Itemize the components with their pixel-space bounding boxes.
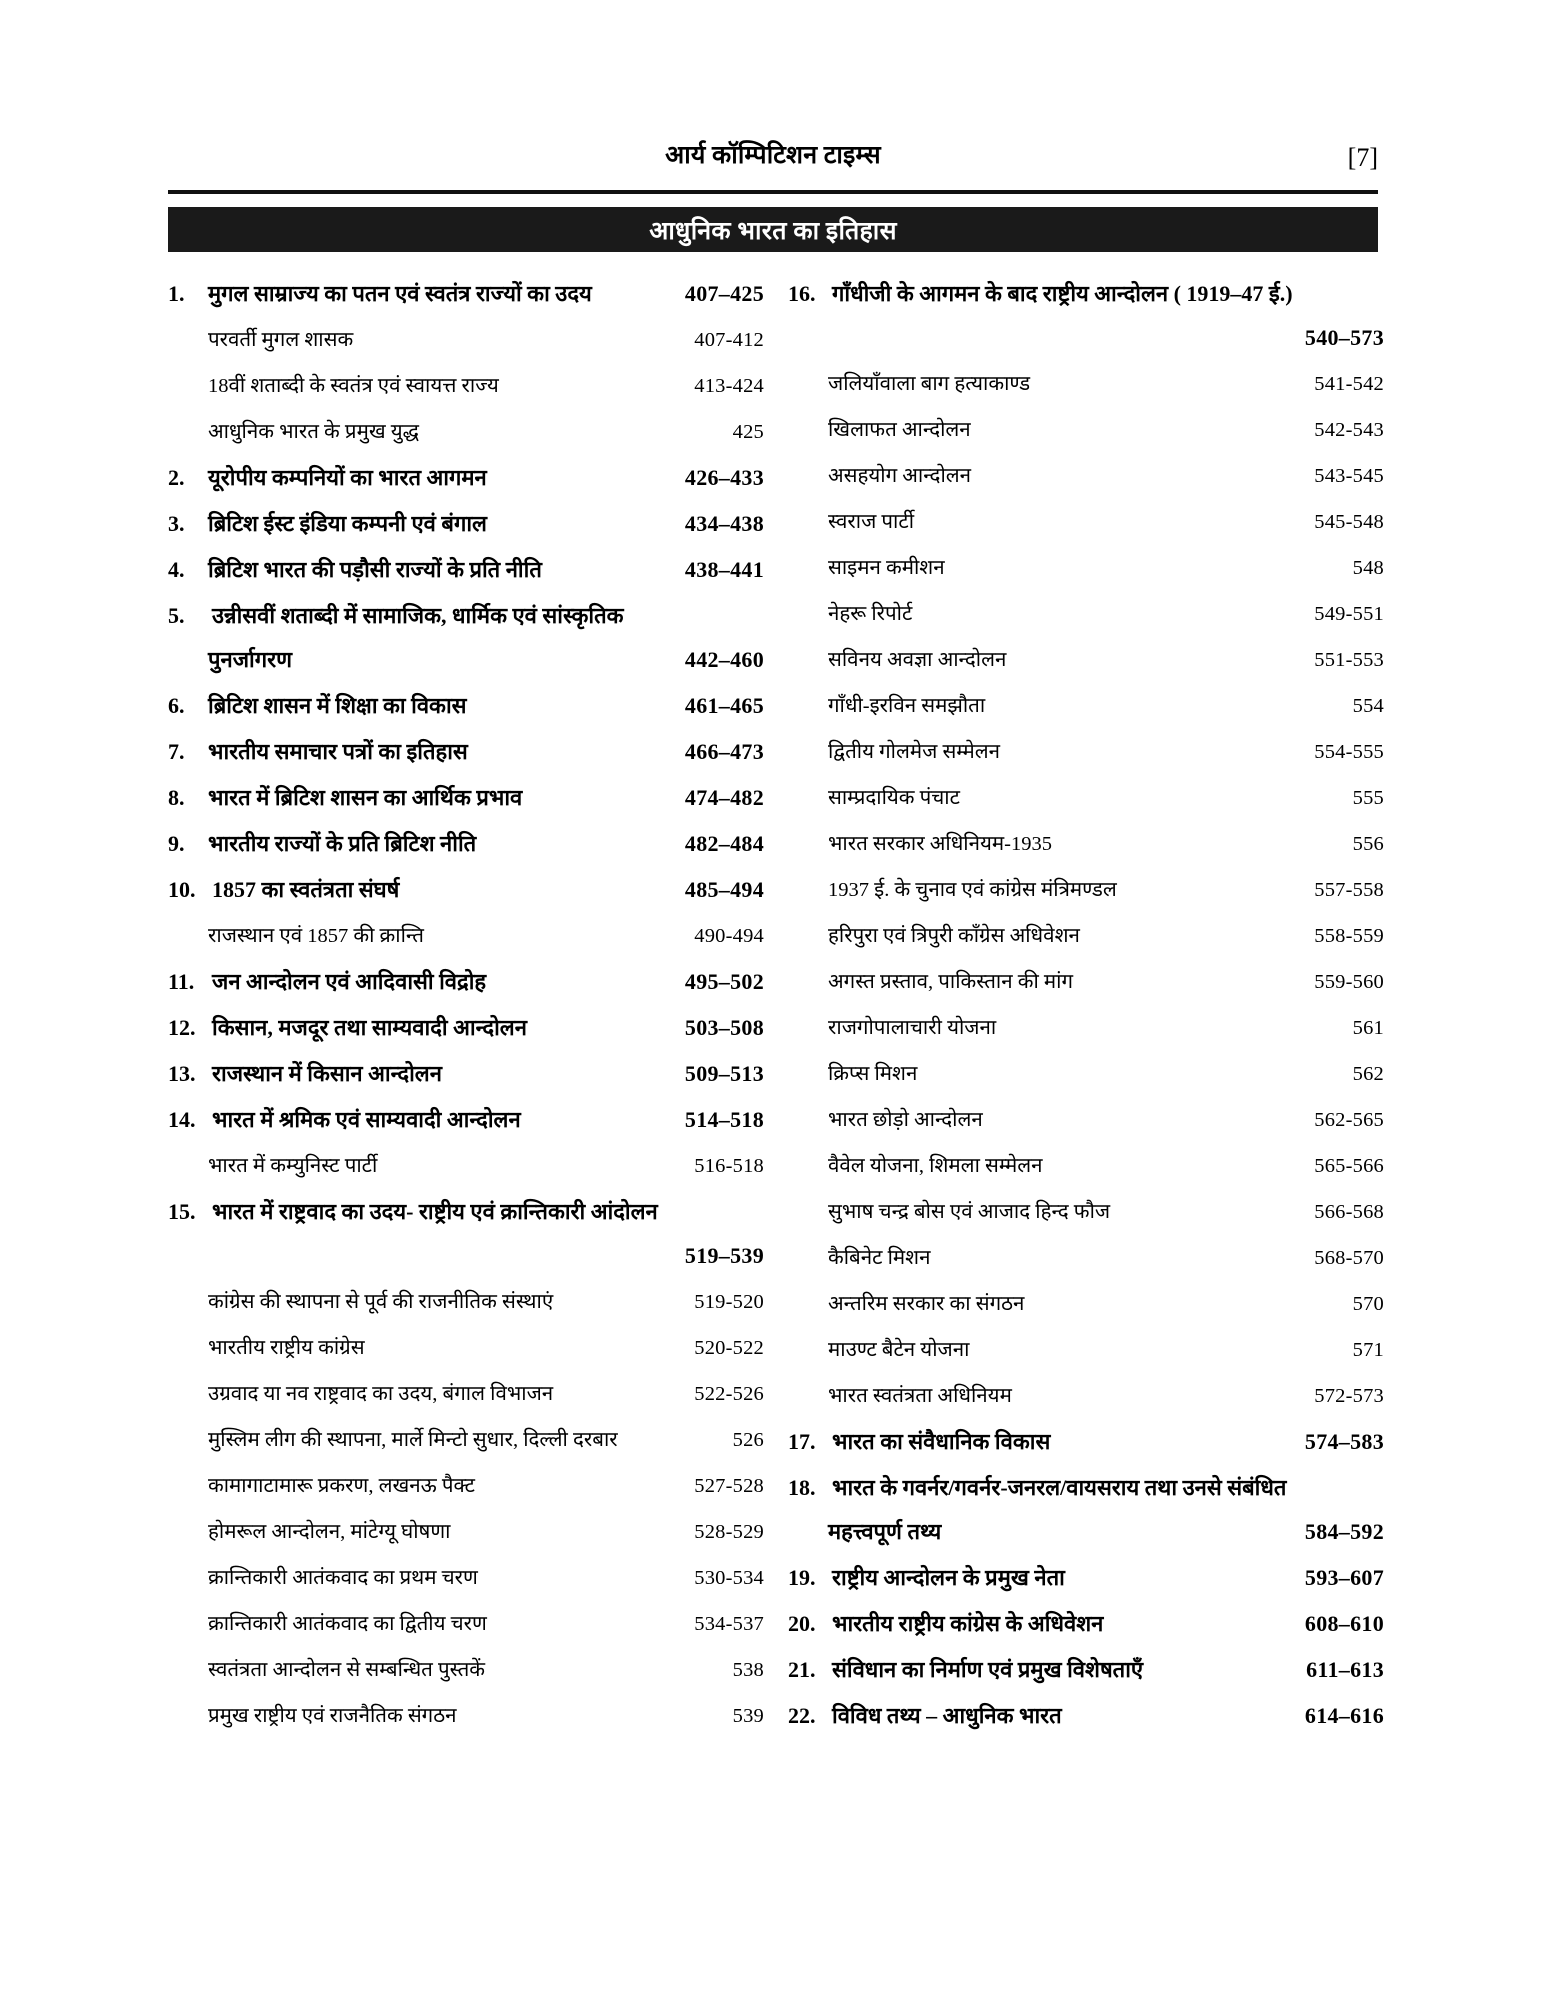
toc-subentry[interactable] [788,362,1384,406]
toc-subentry-pages: 548 [1352,557,1384,579]
toc-subentry-label: जलियाँवाला बाग हत्याकाण्ड [828,373,1031,395]
toc-subentry-pages: 572-573 [1314,1385,1384,1407]
toc-entry-label-cont: पुनर्जागरण [208,647,293,672]
toc-entry[interactable] [788,1466,1384,1554]
toc-entry[interactable] [168,594,764,682]
toc-entry[interactable] [788,272,1384,360]
toc-subentry-label: परवर्ती मुगल शासक [208,329,354,351]
toc-subentry-pages: 562-565 [1314,1109,1384,1131]
toc-subentry-label: प्रमुख राष्ट्रीय एवं राजनैतिक संगठन [208,1705,457,1727]
toc-subentry-label: हरिपुरा एवं त्रिपुरी कॉंग्रेस अधिवेशन [828,925,1080,947]
toc-subentry-pages: 557-558 [1314,879,1384,901]
toc-subentry[interactable] [788,408,1384,452]
toc-entry-number: 14. [168,1107,196,1132]
toc-subentry-pages: 539 [732,1705,764,1727]
toc-entry[interactable] [168,960,764,1004]
toc-entry-pages: 434–438 [684,511,764,536]
toc-entry[interactable] [168,868,764,912]
page-header [168,140,1378,188]
toc-entry-pages: 574–583 [1304,1429,1384,1454]
toc-entry-pages: 407–425 [684,281,764,306]
toc-subentry-label: द्वितीय गोलमेज सम्मेलन [828,741,1000,763]
toc-subentry-pages: 538 [732,1659,764,1681]
toc-subentry-pages: 571 [1352,1339,1384,1361]
toc-entry[interactable] [168,776,764,820]
toc-entry-label: उन्नीसवीं शताब्दी में सामाजिक, धार्मिक एवं सांस्कृतिक [212,603,624,628]
toc-entry-label: भारत में श्रमिक एवं साम्यवादी आन्दोलन [212,1107,521,1132]
toc-subentry[interactable] [168,1280,764,1324]
toc-subentry-pages: 554-555 [1314,741,1384,763]
toc-subentry-label: सविनय अवज्ञा आन्दोलन [828,649,1007,671]
toc-subentry-label: आधुनिक भारत के प्रमुख युद्ध [208,421,419,443]
toc-entry-number: 13. [168,1061,196,1086]
toc-subentry-label: क्रान्तिकारी आतंकवाद का द्वितीय चरण [208,1613,487,1635]
toc-subentry-pages: 542-543 [1314,419,1384,441]
toc-entry-number: 8. [168,785,185,810]
toc-entry-number: 5. [168,603,185,628]
table-of-contents [168,272,1383,1740]
header-divider [168,190,1378,194]
toc-entry-pages: 482–484 [684,831,764,856]
toc-subentry-label: सुभाष चन्द्र बोस एवं आजाद हिन्द फौज [828,1201,1111,1223]
toc-subentry-label: भारत स्वतंत्रता अधिनियम [828,1385,1012,1407]
toc-entry-pages: 509–513 [684,1061,764,1086]
toc-subentry-label: राजस्थान एवं 1857 की क्रान्ति [208,925,424,947]
toc-subentry-label: उग्रवाद या नव राष्ट्रवाद का उदय, बंगाल विभाजन [208,1383,554,1405]
toc-entry-label: भारतीय समाचार पत्रों का इतिहास [208,739,468,764]
toc-subentry[interactable] [168,1510,764,1554]
toc-subentry[interactable] [788,1098,1384,1142]
toc-subentry-pages: 566-568 [1314,1201,1384,1223]
toc-entry-pages: 593–607 [1304,1565,1384,1590]
toc-entry-label: भारत के गवर्नर/गवर्नर-जनरल/वायसराय तथा उनसे संबंधित [832,1475,1287,1500]
toc-subentry-pages: 562 [1352,1063,1384,1085]
toc-subentry-label: अन्तरिम सरकार का संगठन [828,1293,1025,1315]
toc-subentry-pages: 534-537 [694,1613,764,1635]
toc-subentry-pages: 516-518 [694,1155,764,1177]
toc-entry-label: जन आन्दोलन एवं आदिवासी विद्रोह [212,969,487,994]
toc-subentry-label: साम्प्रदायिक पंचाट [828,787,960,809]
toc-subentry-label: अगस्त प्रस्ताव, पाकिस्तान की मांग [828,971,1074,993]
toc-entry[interactable] [168,548,764,592]
toc-subentry-label: साइमन कमीशन [828,557,945,579]
toc-entry-label: भारतीय राज्यों के प्रति ब्रिटिश नीति [208,831,477,856]
toc-entry-label: भारत में राष्ट्रवाद का उदय- राष्ट्रीय एवं क्रान्तिकारी आंदोलन [212,1199,658,1224]
toc-subentry[interactable] [788,914,1384,958]
toc-subentry-label: भारत छोड़ो आन्दोलन [828,1109,983,1131]
toc-subentry-pages: 565-566 [1314,1155,1384,1177]
toc-entry-label: राष्ट्रीय आन्दोलन के प्रमुख नेता [832,1565,1065,1590]
toc-subentry[interactable] [168,1694,764,1738]
toc-entry-label: संविधान का निर्माण एवं प्रमुख विशेषताएँ [832,1657,1144,1682]
toc-subentry[interactable] [788,592,1384,636]
toc-entry[interactable] [168,822,764,866]
toc-entry-pages: 503–508 [684,1015,764,1040]
toc-subentry[interactable] [168,1418,764,1462]
toc-entry[interactable] [168,1190,764,1278]
toc-subentry[interactable] [788,1236,1384,1280]
toc-subentry-pages: 520-522 [694,1337,764,1359]
toc-subentry-label: नेहरू रिपोर्ट [828,603,913,625]
toc-entry-number: 20. [788,1611,816,1636]
toc-subentry-label: होमरूल आन्दोलन, मांटेग्यू घोषणा [208,1521,451,1543]
toc-entry-pages: 584–592 [1304,1519,1384,1544]
toc-entry-number: 21. [788,1657,816,1682]
toc-subentry[interactable] [168,1602,764,1646]
toc-entry[interactable] [168,272,764,316]
toc-entry-number: 22. [788,1703,816,1728]
toc-subentry-label: क्रान्तिकारी आतंकवाद का प्रथम चरण [208,1567,478,1589]
toc-entry-pages: 608–610 [1304,1611,1384,1636]
toc-subentry-pages: 528-529 [694,1521,764,1543]
toc-subentry-label: भारत सरकार अधिनियम-1935 [828,833,1052,855]
page-number: [7] [1347,143,1378,172]
toc-subentry-pages: 551-553 [1314,649,1384,671]
toc-subentry-label: कांग्रेस की स्थापना से पूर्व की राजनीतिक संस्थाएं [208,1291,554,1313]
toc-subentry[interactable] [788,960,1384,1004]
toc-entry-number: 16. [788,281,816,306]
toc-subentry-pages: 490-494 [694,925,764,947]
toc-entry[interactable] [168,1052,764,1096]
toc-subentry-pages: 554 [1352,695,1384,717]
toc-subentry[interactable] [168,1372,764,1416]
toc-subentry-pages: 522-526 [694,1383,764,1405]
toc-subentry-pages: 555 [1352,787,1384,809]
toc-entry-number: 7. [168,739,185,764]
toc-entry-number: 1. [168,281,185,306]
toc-subentry-label: कामागाटामारू प्रकरण, लखनऊ पैक्ट [208,1475,476,1497]
toc-subentry-pages: 530-534 [694,1567,764,1589]
toc-subentry-label: क्रिप्स मिशन [828,1063,918,1085]
toc-subentry-pages: 413-424 [694,375,764,397]
toc-entry-number: 17. [788,1429,816,1454]
toc-entry-pages: 495–502 [684,969,764,994]
toc-subentry-pages: 541-542 [1314,373,1384,395]
toc-entry-pages: 519–539 [684,1243,764,1268]
toc-entry[interactable] [168,684,764,728]
toc-subentry-pages: 425 [732,421,764,443]
toc-subentry[interactable] [168,1144,764,1188]
toc-entry-label: ब्रिटिश भारत की पड़ौसी राज्यों के प्रति नीति [208,557,542,582]
toc-subentry[interactable] [788,1190,1384,1234]
toc-subentry-pages: 558-559 [1314,925,1384,947]
toc-subentry-label: स्वराज पार्टी [828,511,914,533]
toc-entry-pages: 438–441 [684,557,764,582]
toc-entry-number: 3. [168,511,185,536]
toc-entry-label: मुगल साम्राज्य का पतन एवं स्वतंत्र राज्यों का उदय [208,281,592,306]
toc-subentry-pages: 519-520 [694,1291,764,1313]
toc-subentry-label: खिलाफत आन्दोलन [828,419,971,441]
section-banner [168,207,1378,252]
toc-subentry-label: वैवेल योजना, शिमला सम्मेलन [828,1155,1043,1177]
toc-subentry[interactable] [788,1144,1384,1188]
toc-entry-number: 10. [168,877,196,902]
toc-subentry[interactable] [788,868,1384,912]
toc-entry-pages: 540–573 [1304,325,1384,350]
toc-entry-pages: 514–518 [684,1107,764,1132]
toc-entry-pages: 611–613 [1306,1657,1384,1682]
toc-entry-label: 1857 का स्वतंत्रता संघर्ष [212,877,400,902]
section-banner-title: आधुनिक भारत का इतिहास [649,217,897,245]
toc-entry-label: राजस्थान में किसान आन्दोलन [212,1061,442,1086]
toc-subentry[interactable] [788,500,1384,544]
toc-subentry-label: 18वीं शताब्दी के स्वतंत्र एवं स्वायत्त राज्य [208,375,499,397]
toc-subentry-pages: 570 [1352,1293,1384,1315]
toc-subentry[interactable] [788,1052,1384,1096]
toc-entry-label: ब्रिटिश शासन में शिक्षा का विकास [208,693,467,718]
toc-subentry-pages: 559-560 [1314,971,1384,993]
toc-subentry[interactable] [788,1374,1384,1418]
toc-entry[interactable] [788,1420,1384,1464]
toc-column-right [788,272,1384,1740]
toc-subentry-label: भारत में कम्युनिस्ट पार्टी [208,1155,378,1177]
toc-subentry[interactable] [788,1282,1384,1326]
toc-subentry[interactable] [168,1648,764,1692]
toc-entry-label: किसान, मजदूर तथा साम्यवादी आन्दोलन [212,1015,527,1040]
toc-subentry-label: कैबिनेट मिशन [828,1247,931,1269]
toc-subentry-pages: 549-551 [1314,603,1384,625]
toc-subentry-label: मुस्लिम लीग की स्थापना, मार्ले मिन्टो सुधार, दिल्ली दरबार [208,1429,618,1451]
toc-subentry[interactable] [168,364,764,408]
toc-entry[interactable] [788,1602,1384,1646]
toc-entry-number: 4. [168,557,185,582]
toc-subentry[interactable] [788,546,1384,590]
toc-subentry[interactable] [168,410,764,454]
toc-entry-pages: 466–473 [684,739,764,764]
toc-subentry-label: गाँधी-इरविन समझौता [828,695,986,717]
toc-subentry-label: भारतीय राष्ट्रीय कांग्रेस [208,1337,365,1359]
toc-entry[interactable] [168,1006,764,1050]
toc-entry-label: गाँधीजी के आगमन के बाद राष्ट्रीय आन्दोलन ( 1919–47 ई.) [832,281,1293,306]
toc-subentry-pages: 527-528 [694,1475,764,1497]
toc-entry[interactable] [788,1648,1384,1692]
toc-subentry-label: राजगोपालाचारी योजना [828,1017,997,1039]
toc-entry[interactable] [168,456,764,500]
toc-entry-number: 6. [168,693,185,718]
toc-entry-pages: 461–465 [684,693,764,718]
toc-entry-label: भारत में ब्रिटिश शासन का आर्थिक प्रभाव [208,785,523,810]
toc-subentry[interactable] [168,1556,764,1600]
toc-subentry-label: स्वतंत्रता आन्दोलन से सम्बन्धित पुस्तकें [208,1659,486,1681]
toc-entry-pages: 485–494 [684,877,764,902]
toc-entry[interactable] [168,1098,764,1142]
toc-entry-label: भारत का संवैधानिक विकास [832,1429,1051,1454]
toc-subentry-pages: 545-548 [1314,511,1384,533]
toc-entry-label: ब्रिटिश ईस्ट इंडिया कम्पनी एवं बंगाल [208,511,487,536]
toc-entry-pages: 614–616 [1304,1703,1384,1728]
toc-subentry-pages: 526 [732,1429,764,1451]
toc-subentry-pages: 556 [1352,833,1384,855]
toc-entry-number: 19. [788,1565,816,1590]
toc-subentry-pages: 543-545 [1314,465,1384,487]
toc-column-left [168,272,764,1740]
toc-subentry-label: असहयोग आन्दोलन [828,465,972,487]
toc-entry-pages: 474–482 [684,785,764,810]
toc-subentry[interactable] [168,1326,764,1370]
toc-subentry[interactable] [788,1006,1384,1050]
toc-entry-label: विविध तथ्य – आधुनिक भारत [832,1703,1062,1728]
toc-subentry[interactable] [788,822,1384,866]
toc-subentry[interactable] [168,1464,764,1508]
toc-entry-pages: 426–433 [684,465,764,490]
toc-subentry[interactable] [168,318,764,362]
toc-entry-number: 15. [168,1199,196,1224]
toc-entry-label-cont: महत्त्वपूर्ण तथ्य [828,1519,942,1544]
toc-entry[interactable] [788,1556,1384,1600]
toc-subentry[interactable] [788,776,1384,820]
toc-subentry[interactable] [788,454,1384,498]
toc-subentry[interactable] [168,914,764,958]
toc-entry[interactable] [168,502,764,546]
toc-entry[interactable] [788,1694,1384,1738]
toc-subentry-pages: 407-412 [694,329,764,351]
toc-subentry-pages: 568-570 [1314,1247,1384,1269]
toc-entry-number: 9. [168,831,185,856]
toc-entry-pages: 442–460 [684,647,764,672]
toc-subentry[interactable] [788,1328,1384,1372]
toc-entry-number: 2. [168,465,185,490]
publication-title: आर्य कॉम्पिटिशन टाइम्स [665,142,881,169]
toc-entry-number: 12. [168,1015,196,1040]
toc-entry-label: भारतीय राष्ट्रीय कांग्रेस के अधिवेशन [832,1611,1104,1636]
toc-subentry-pages: 561 [1352,1017,1384,1039]
toc-subentry-label: 1937 ई. के चुनाव एवं कांग्रेस मंत्रिमण्डल [828,879,1117,901]
toc-subentry[interactable] [788,730,1384,774]
toc-entry-number: 11. [168,969,195,994]
toc-subentry[interactable] [788,684,1384,728]
toc-subentry-label: माउण्ट बैटेन योजना [828,1339,970,1361]
toc-entry-label: यूरोपीय कम्पनियों का भारत आगमन [208,465,487,490]
toc-entry[interactable] [168,730,764,774]
toc-entry-number: 18. [788,1475,816,1500]
toc-subentry[interactable] [788,638,1384,682]
